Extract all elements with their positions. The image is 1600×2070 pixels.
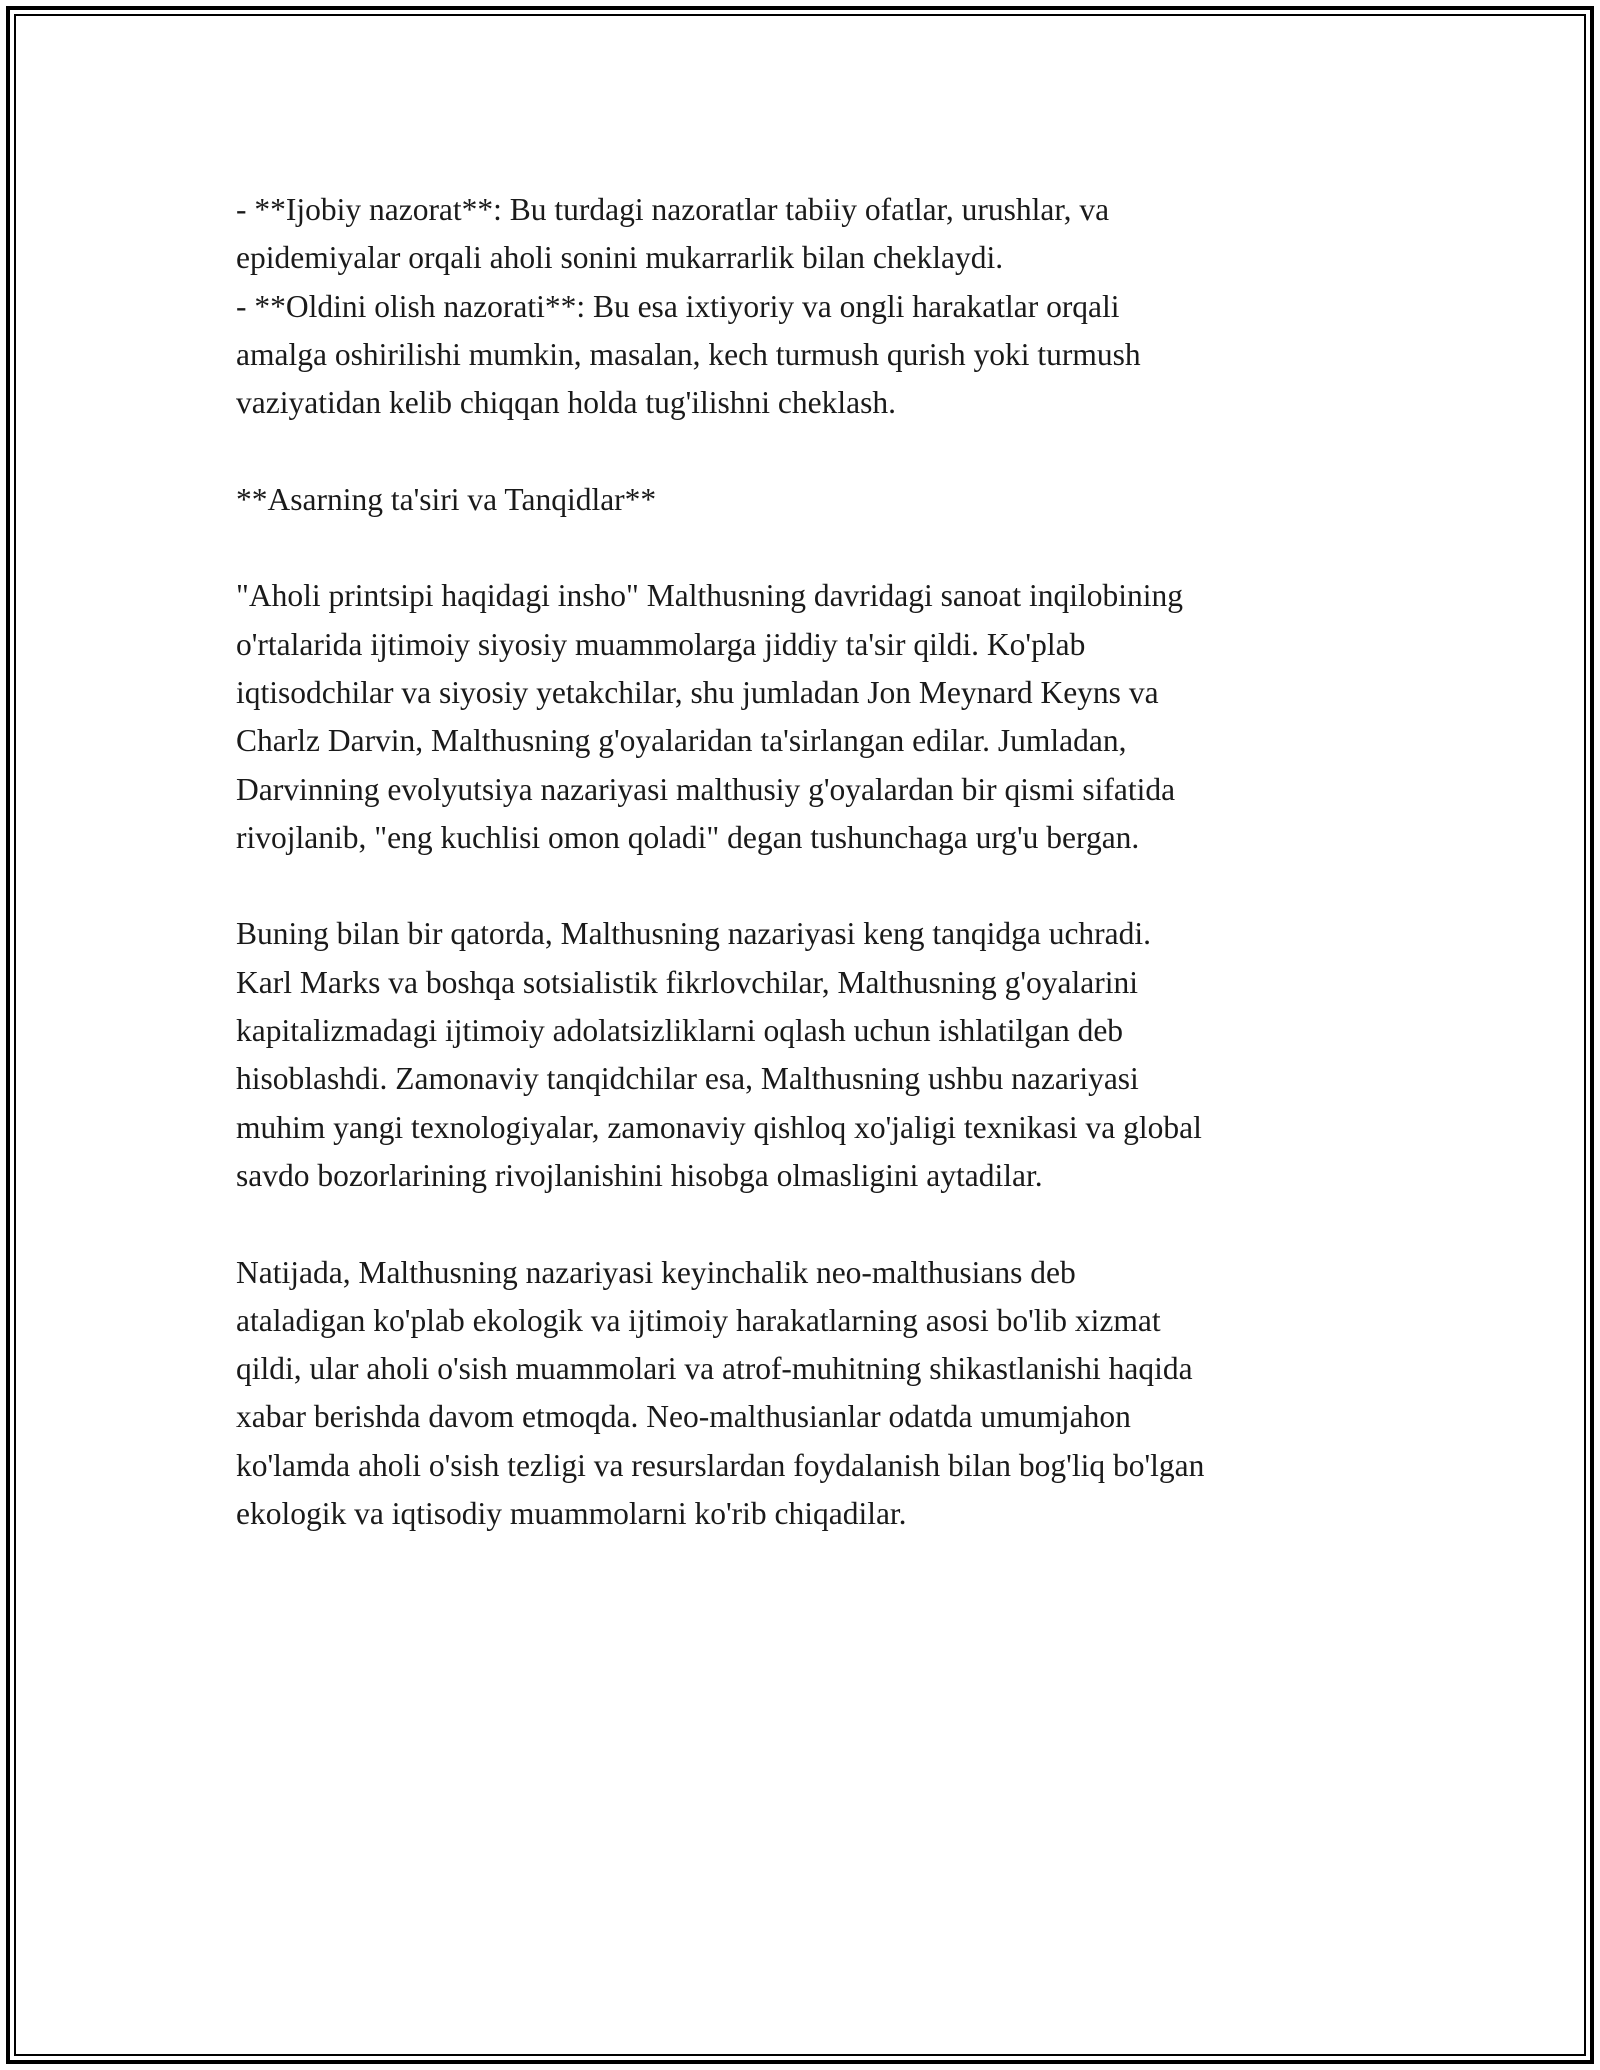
text-line: Darvinning evolyutsiya nazariyasi malthusiy g'oyalardan bir qismi sifatida	[236, 771, 1176, 807]
text-line: savdo bozorlarining rivojlanishini hisobga olmasligini aytadilar.	[236, 1157, 1043, 1193]
text-line: iqtisodchilar va siyosiy yetakchilar, shu jumladan Jon Meynard Keyns va	[236, 674, 1159, 710]
text-line: Karl Marks va boshqa sotsialistik fikrlovchilar, Malthusning g'oyalarini	[236, 964, 1139, 1000]
text-line: hisoblashdi. Zamonaviy tanqidchilar esa, Malthusning ushbu nazariyasi	[236, 1061, 1139, 1097]
text-line: amalga oshirilishi mumkin, masalan, kech turmush qurish yoki turmush	[236, 336, 1141, 372]
text-line: - **Ijobiy nazorat**: Bu turdagi nazoratlar tabiiy ofatlar, urushlar, va	[236, 192, 1110, 227]
paragraph-criticism	[236, 910, 1366, 1200]
text-line: ekologik va iqtisodiy muammolarni ko'rib chiqadilar.	[236, 1496, 907, 1532]
text-line: muhim yangi texnologiyalar, zamonaviy qishloq xo'jaligi texnikasi va global	[236, 1109, 1202, 1145]
text-line: Natijada, Malthusning nazariyasi keyinchalik neo-malthusians deb	[236, 1254, 1076, 1290]
paragraph-influence	[236, 572, 1366, 862]
paragraph-conclusion	[236, 1249, 1366, 1539]
paragraph-controls	[236, 186, 1366, 427]
text-line: Charlz Darvin, Malthusning g'oyalaridan ta'sirlangan edilar. Jumladan,	[236, 723, 1127, 759]
heading-text: **Asarning ta'siri va Tanqidlar**	[236, 481, 657, 517]
text-line: rivojlanib, "eng kuchlisi omon qoladi" degan tushunchaga urg'u bergan.	[236, 819, 1140, 855]
text-line: ko'lamda aholi o'sish tezligi va resurslardan foydalanish bilan bog'liq bo'lgan	[236, 1447, 1205, 1483]
text-line: o'rtalarida ijtimoiy siyosiy muammolarga jiddiy ta'sir qildi. Ko'plab	[236, 626, 1086, 662]
text-line: Buning bilan bir qatorda, Malthusning nazariyasi keng tanqidga uchradi.	[236, 916, 1152, 952]
text-line: ataladigan ko'plab ekologik va ijtimoiy harakatlarning asosi bo'lib xizmat	[236, 1302, 1161, 1338]
text-line: "Aholi printsipi haqidagi insho" Malthusning davridagi sanoat inqilobining	[236, 578, 1184, 614]
text-line: qildi, ular aholi o'sish muammolari va atrof-muhitning shikastlanishi haqida	[236, 1351, 1193, 1387]
section-heading	[236, 476, 1366, 524]
document-body	[236, 186, 1366, 1538]
text-line: - **Oldini olish nazorati**: Bu esa ixtiyoriy va ongli harakatlar orqali	[236, 288, 1120, 324]
text-line: vaziyatidan kelib chiqqan holda tug'ilishni cheklash.	[236, 385, 897, 421]
text-line: kapitalizmadagi ijtimoiy adolatsizliklarni oqlash uchun ishlatilgan deb	[236, 1013, 1124, 1049]
text-line: xabar berishda davom etmoqda. Neo-malthusianlar odatda umumjahon	[236, 1399, 1131, 1435]
text-line: epidemiyalar orqali aholi sonini mukarrarlik bilan cheklaydi.	[236, 240, 1004, 276]
